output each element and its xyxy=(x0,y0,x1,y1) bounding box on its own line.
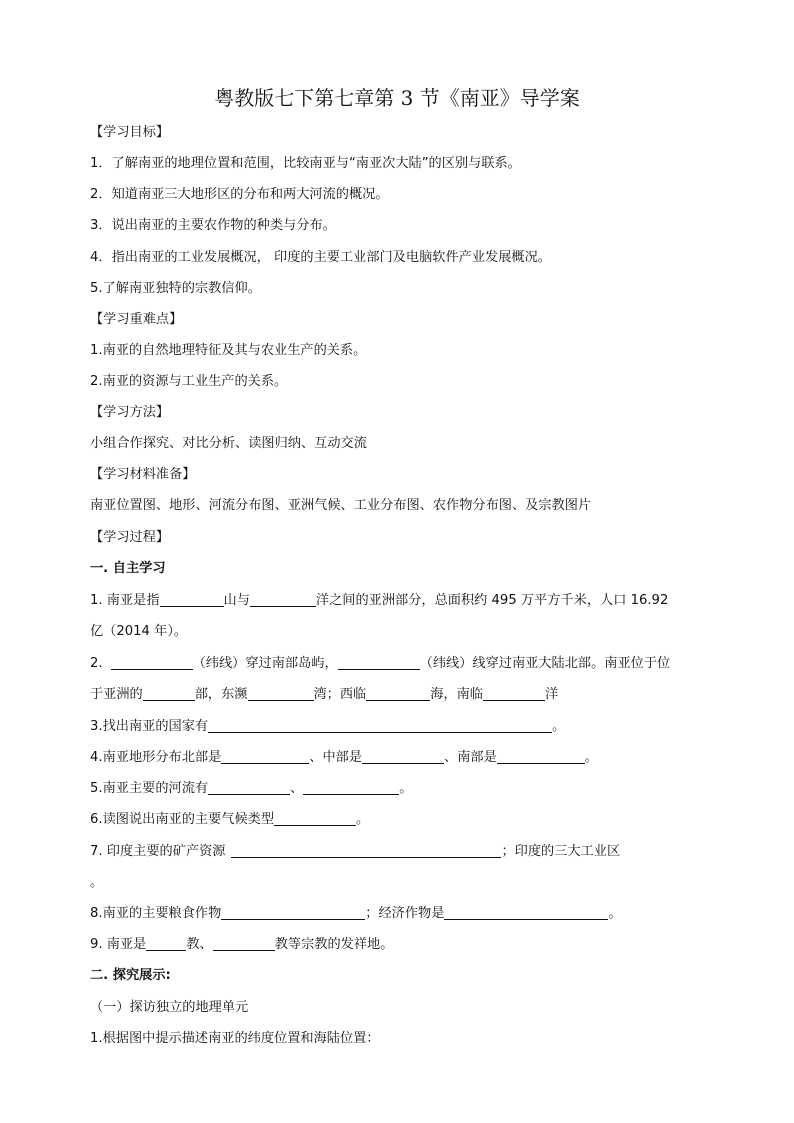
materials-text: 南亚位置图、地形、河流分布图、亚洲气候、工业分布图、农作物分布图、及宗教图片 xyxy=(90,498,592,513)
question-5: 5.南亚主要的河流有 、 。 xyxy=(90,781,413,796)
answer-blank[interactable] xyxy=(146,936,186,951)
question-2: 2. （纬线）穿过南部岛屿， （纬线）线穿过南亚大陆北部。南亚位于位 xyxy=(90,656,671,671)
answer-blank[interactable] xyxy=(208,780,290,795)
answer-blank[interactable] xyxy=(338,655,420,670)
explore-header: 二. 探究展示: xyxy=(90,968,171,983)
answer-blank[interactable] xyxy=(231,843,501,858)
answer-blank[interactable] xyxy=(221,905,365,920)
self-study-header: 一. 自主学习 xyxy=(90,561,166,576)
question-4: 4.南亚地形分布北部是 、中部是 、南部是 。 xyxy=(90,750,598,765)
methods-header: 【学习方法】 xyxy=(90,405,170,420)
question-7: 7. 印度主要的矿产资源 ；印度的三大工业区 xyxy=(90,844,621,859)
answer-blank[interactable] xyxy=(250,592,316,607)
question-7-cont: 。 xyxy=(90,875,104,890)
answer-blank[interactable] xyxy=(143,686,195,701)
question-1-cont: 亿（2014 年）。 xyxy=(90,624,188,639)
answer-blank[interactable] xyxy=(111,655,193,670)
answer-blank[interactable] xyxy=(274,811,356,826)
answer-blank[interactable] xyxy=(160,592,224,607)
answer-blank[interactable] xyxy=(483,686,545,701)
keypoint-item: 1.南亚的自然地理特征及其与农业生产的关系。 xyxy=(90,343,367,358)
answer-blank[interactable] xyxy=(208,718,552,733)
methods-text: 小组合作探究、对比分析、读图归纳、互动交流 xyxy=(90,436,367,451)
objective-item: 2．知道南亚三大地形区的分布和两大河流的概况。 xyxy=(90,187,389,202)
explore-subheader: （一）探访独立的地理单元 xyxy=(90,1000,249,1015)
question-8: 8.南亚的主要粮食作物 ；经济作物是 。 xyxy=(90,906,622,921)
keypoint-item: 2.南亚的资源与工业生产的关系。 xyxy=(90,374,288,389)
answer-blank[interactable] xyxy=(362,749,444,764)
answer-blank[interactable] xyxy=(221,749,309,764)
objectives-header: 【学习目标】 xyxy=(90,125,170,140)
question-6: 6.读图说出南亚的主要气候类型 。 xyxy=(90,812,370,827)
question-3: 3.找出南亚的国家有 。 xyxy=(90,719,566,734)
answer-blank[interactable] xyxy=(213,936,275,951)
answer-blank[interactable] xyxy=(444,905,608,920)
answer-blank[interactable] xyxy=(248,686,314,701)
question-2-cont: 于亚洲的 部，东濒 湾；西临 海，南临 洋 xyxy=(90,687,559,702)
objective-item: 1．了解南亚的地理位置和范围，比较南亚与“南亚次大陆”的区别与联系。 xyxy=(90,156,521,171)
answer-blank[interactable] xyxy=(497,749,585,764)
explore-question-1: 1.根据图中提示描述南亚的纬度位置和海陆位置： xyxy=(90,1031,380,1046)
process-header: 【学习过程】 xyxy=(90,530,170,545)
objective-item: 3．说出南亚的主要农作物的种类与分布。 xyxy=(90,218,336,233)
question-9: 9. 南亚是 教、 教等宗教的发祥地。 xyxy=(90,937,394,952)
question-1: 1. 南亚是指 山与 洋之间的亚洲部分，总面积约 495 万平方千米，人口 16.92 xyxy=(90,593,669,608)
keypoints-header: 【学习重难点】 xyxy=(90,312,183,327)
answer-blank[interactable] xyxy=(303,780,399,795)
objective-item: 5.了解南亚独特的宗教信仰。 xyxy=(90,281,261,296)
objective-item: 4．指出南亚的工业发展概况， 印度的主要工业部门及电脑软件产业发展概况。 xyxy=(90,250,551,265)
page-title: 粤教版七下第七章第 3 节《南亚》导学案 xyxy=(214,86,580,110)
materials-header: 【学习材料准备】 xyxy=(90,467,196,482)
answer-blank[interactable] xyxy=(366,686,430,701)
